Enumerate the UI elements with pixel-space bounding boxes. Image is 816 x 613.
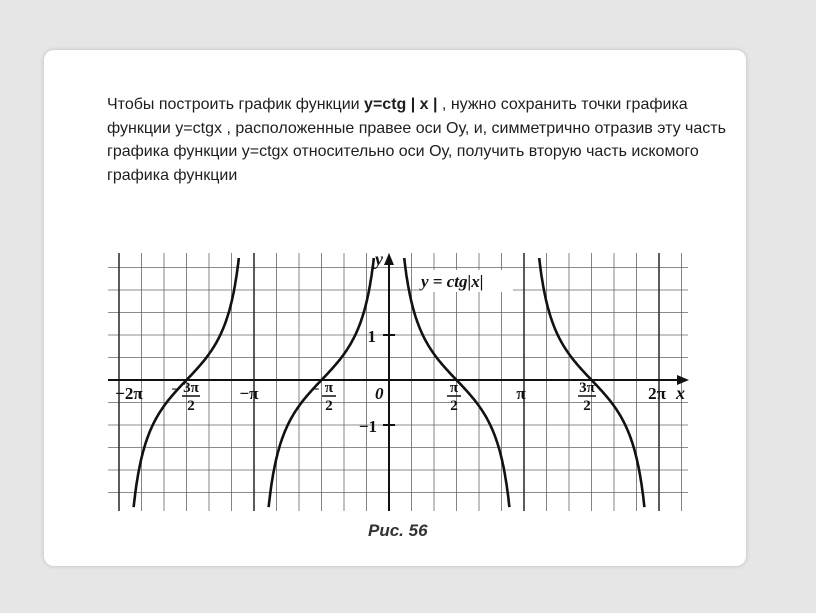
x-tick-label-2pi: 2π <box>648 384 666 403</box>
y-tick-label-1: 1 <box>367 327 376 346</box>
origin-label: 0 <box>375 384 384 403</box>
svg-text:3π: 3π <box>579 380 595 396</box>
svg-text:2: 2 <box>450 398 458 414</box>
slide-card <box>44 50 746 566</box>
text-part-1: Чтобы построить график функции <box>107 96 365 113</box>
axis-y-label: y <box>375 249 383 269</box>
function-label: y = ctg|x| <box>421 272 484 291</box>
function-graph <box>99 247 689 517</box>
x-tick-label-minus-pi: −π <box>239 384 259 403</box>
x-tick-label-pi: π <box>516 384 526 403</box>
description-text <box>107 93 727 187</box>
figure-caption: Рис. 56 <box>368 521 428 540</box>
function-formula: y=ctg | x | <box>364 96 438 113</box>
svg-text:2: 2 <box>325 398 333 414</box>
svg-text:−: − <box>171 382 180 398</box>
svg-text:π: π <box>324 380 334 396</box>
text-part-2: , нужно сохранить точки графика функции y=ctgx , расположенные правее оси Оу, и, симметрично отразив эту часть графика функции y=ctgx относительно оси Оу, получить вторую часть искомого графика функции <box>107 96 726 184</box>
svg-text:3π: 3π <box>183 380 199 396</box>
svg-text:π: π <box>449 380 459 396</box>
axis-x-label: x <box>676 383 685 403</box>
svg-text:−: − <box>311 382 320 398</box>
svg-text:2: 2 <box>583 398 591 414</box>
y-tick-label-minus-1: −1 <box>358 417 377 436</box>
svg-text:2: 2 <box>187 398 195 414</box>
x-tick-label-minus-2pi: −2π <box>115 384 143 403</box>
